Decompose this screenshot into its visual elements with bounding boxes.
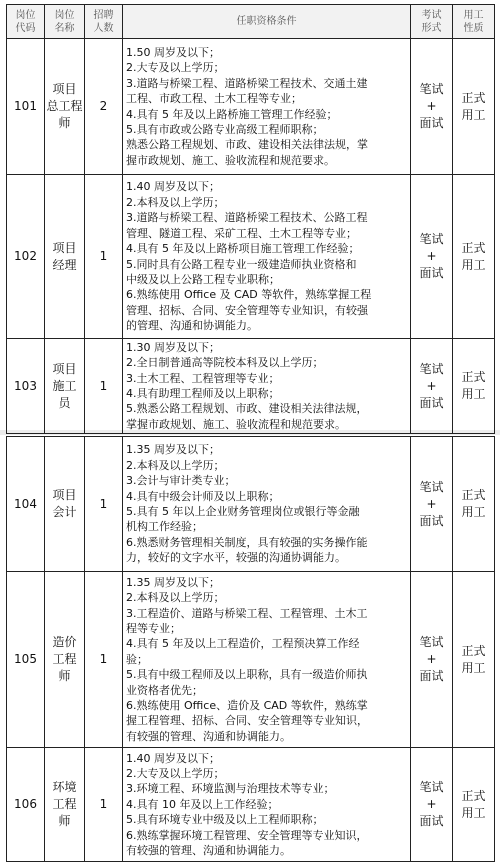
position-name: 项目 经理	[45, 175, 85, 339]
table-row	[7, 572, 495, 748]
qualification-list: 1.35 周岁及以下； 2.本科及以上学历； 3.会计与审计类专业； 4.具有中级会计师及以上职称； 5.具有 5 年以上企业财务管理岗位或银行等金融 机构工作经验； 6.熟悉财务管理相关制度，具有较强的实务操作能 力，较好的文字水平，较强的沟通协调能力。	[123, 437, 411, 572]
exam-format: 笔试 + 面试	[411, 175, 453, 339]
hiring-count: 1	[85, 572, 123, 748]
exam-format: 笔试 + 面试	[411, 572, 453, 748]
recruitment-table-part-1	[6, 4, 495, 434]
header-qualifications: 任职资格条件	[123, 5, 411, 39]
qualification-list: 1.35 周岁及以下； 2.本科及以上学历； 3.工程造价、道路与桥梁工程、工程管理、土木工 程等专业； 4.具有 5 年及以上工程造价，工程预决算工作经 验； 5.具有中级工程师及以上职称，具有一级造价师执 业资格者优先； 6.熟练使用 Office、造价及 CAD 等软件，熟练掌 握工程管理、招标、合同、安全管理等专业知识， 有较强的管理、沟通和协调能力。	[123, 572, 411, 748]
position-code: 103	[7, 339, 45, 434]
position-name: 项目 施工 员	[45, 339, 85, 434]
employment-type: 正式 用工	[453, 748, 495, 862]
employment-type: 正式 用工	[453, 39, 495, 175]
hiring-count: 1	[85, 437, 123, 572]
table-row	[7, 748, 495, 862]
employment-type: 正式 用工	[453, 572, 495, 748]
position-name: 项目 总工程 师	[45, 39, 85, 175]
header-employment: 用工 性质	[453, 5, 495, 39]
exam-format: 笔试 + 面试	[411, 39, 453, 175]
exam-format: 笔试 + 面试	[411, 339, 453, 434]
hiring-count: 1	[85, 339, 123, 434]
hiring-count: 1	[85, 175, 123, 339]
position-code: 104	[7, 437, 45, 572]
table-row	[7, 39, 495, 175]
position-code: 101	[7, 39, 45, 175]
header-name: 岗位 名称	[45, 5, 85, 39]
employment-type: 正式 用工	[453, 175, 495, 339]
header-exam: 考试 形式	[411, 5, 453, 39]
employment-type: 正式 用工	[453, 339, 495, 434]
hiring-count: 2	[85, 39, 123, 175]
table-row	[7, 175, 495, 339]
qualification-list: 1.50 周岁及以下； 2.大专及以上学历； 3.道路与桥梁工程、道路桥梁工程技术、交通土建 工程、市政工程、土木工程等专业； 4.具有 5 年及以上路桥施工管理工作经验； 5.具有市政或公路专业高级工程师职称； 熟悉公路工程规划、市政、建设相关法律法规，掌 握市政规划、施工、验收流程和规范要求。	[123, 39, 411, 175]
table-row	[7, 339, 495, 434]
position-code: 105	[7, 572, 45, 748]
position-name: 项目 会计	[45, 437, 85, 572]
exam-format: 笔试 + 面试	[411, 437, 453, 572]
hiring-count: 1	[85, 748, 123, 862]
exam-format: 笔试 + 面试	[411, 748, 453, 862]
position-code: 102	[7, 175, 45, 339]
employment-type: 正式 用工	[453, 437, 495, 572]
qualification-list: 1.40 周岁及以下； 2.本科及以上学历； 3.道路与桥梁工程、道路桥梁工程技术、公路工程 管理、隧道工程、采矿工程、土木工程等专业； 4.具有 5 年及以上路桥项目施工管理工作经验； 5.同时具有公路工程专业一级建造师执业资格和 中级及以上公路工程专业职称； 6.熟练使用 Office 及 CAD 等软件，熟练掌握工程 管理、招标、合同、安全管理等专业知识，有较强 的管理、沟通和协调能力。	[123, 175, 411, 339]
position-code: 106	[7, 748, 45, 862]
header-count: 招聘 人数	[85, 5, 123, 39]
table-header-row	[7, 5, 495, 39]
position-name: 环境 工程 师	[45, 748, 85, 862]
table-row	[7, 437, 495, 572]
qualification-list: 1.30 周岁及以下； 2.全日制普通高等院校本科及以上学历； 3.土木工程、工程管理等专业； 4.具有助理工程师及以上职称； 5.熟悉公路工程规划、市政、建设相关法律法规， 掌握市政规划、施工、验收流程和规范要求。	[123, 339, 411, 434]
recruitment-table-part-2	[6, 436, 495, 862]
header-code: 岗位 代码	[7, 5, 45, 39]
position-name: 造价 工程 师	[45, 572, 85, 748]
qualification-list: 1.40 周岁及以下； 2.大专及以上学历； 3.环境工程、环境监测与治理技术等专业； 4.具有 10 年及以上工作经验； 5.具有环境专业中级及以上工程师职称； 6.熟练掌握环境工程管理、安全管理等专业知识， 有较强的管理、沟通和协调能力。	[123, 748, 411, 862]
